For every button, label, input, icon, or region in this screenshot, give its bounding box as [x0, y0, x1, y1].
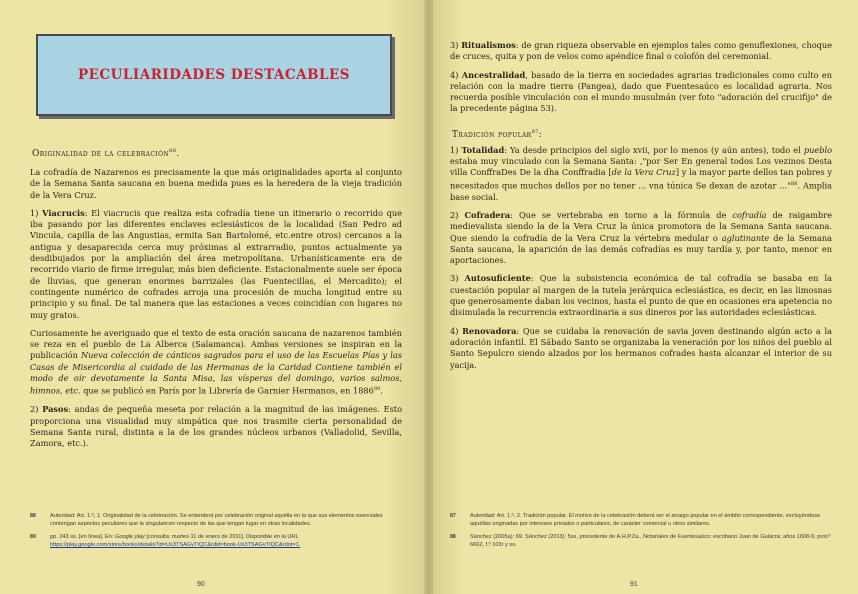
footnote-87: 87 Autoridad: Art. 1.º, 2. Tradición popular. El motivo de la celebración deberá ser el arraigo popular en el ámbito correspondiente, excluyéndose aquéllas originadas por intereses privados o particulares, de carácter comercial u otros similares.	[450, 513, 820, 527]
item-pasos: 2) Pasos: andas de pequeña meseta por relación a la magnitud de las imágenes. Esto proporciona una visualidad muy simpática que nos trasmite cierta personalidad de Semana Santa rural, distinta a la de los grandes núcleos urbanos (Valladolid, Sevilla, Zamora, etc.).	[30, 404, 402, 449]
item-ancestralidad: 4) Ancestralidad, basado de la tierra en sociedades agrarias tradicionales como culto en relación con la madre tierra (Pangea), dado que Fuentesaúco es localidad agraria. Nos recuerda posible vinculación con el mundo musulmán (ver foto "adoración del crucifijo" de la precedente página 53).	[450, 69, 832, 114]
paragraph-alberca: Curiosamente he averiguado que el texto de esta oración saucana de nazarenos también se reza en el pueblo de La Alberca (Salamanca). Ambas versiones se inspiran en la publicación Nueva colección de cánticos sagrados para el uso de las Escuelas Pías y las Casas de Misericordia al cuidado de las Hermanas de la Caridad Contiene también el modo de oír devotamente la Santa Misa, las vísperas del domingo, varios salmos, himnos, etc. que se publicó en París por la Librería de Garnier Hermanos, en 1886$^{89}$.	[30, 327, 403, 397]
footnote-ref: 87	[531, 128, 539, 135]
subheading-originalidad: Originalidad de la celebración$^{88}$.	[32, 148, 180, 159]
item-viacrucis: 1) Viacrucis: El viacrucis que realiza esta cofradía tiene un itinerario o recorrido que iba pasando por las diferentes enclaves eclesiásticos de la localidad (San Pedro ad Vincula, capilla de las Angustias, ermita San Bartolomé, etc.entre otros) cercanos a la antigua y desaparecida cerca muy próximas al extrarradio, puntos actualmente ya desdibujados por la ampliación del área metropolitana. Urbanísticamente era de recorrido viario de firme irregular, más bien deficiente. Estacionalmente suele ser época de lluvias, que generan enormes barrizales (las Fuentecillas, el Mercadito); el contingente numérico de cofrades arroja una procesión de mucha longitud entre su principio y su final. De tal manera que las estaciones a veces coincidían con lugares no muy gratos.	[30, 207, 402, 320]
subheading-tradicion: Tradición popular$^{87}$:	[452, 128, 543, 140]
item-cofradera: 2) Cofradera: Que se vertebraba en torno a la fórmula de cofradía de raigambre medievalista siendo la de la Vera Cruz la única promotora de la Semana Santa saucana. Que siendo la cofradía de la Vera Cruz la vértebra medular o aglutinante de la Semana Santa saucana, la aparición de las demás cofradías es muy tardía y, por tanto, menor en aportaciones.	[450, 210, 832, 266]
item-label: Autosuficiente	[464, 273, 531, 284]
footnote-ref: 88	[790, 180, 798, 187]
page-number-right: 91	[630, 581, 638, 588]
right-page	[428, 0, 858, 594]
item-label: Renovadora	[462, 325, 517, 336]
item-totalidad: 1) Totalidad: Ya desde principios del siglo xvii, por lo menos (y aún antes), todo el pueblo estaba muy vinculado con la Semana Santa: ,"por Ser En general todos Los vezinos Desta villa ConffraDes De la dha Conffradia [de la Vera Cruz] y la mayor parte dellos tan pobres y necesitados que muchos dellos por no tener ... vna túnica Se dexan de azotar ..."$^{88}$. Amplia base social.	[450, 144, 833, 202]
item-label: Ritualismos	[461, 40, 516, 50]
item-label: Viacrucis	[42, 207, 85, 218]
left-page	[0, 0, 428, 594]
intro-paragraph: La cofradía de Nazarenos es precisamente la que más originalidades aporta al conjunto de la Semana Santa saucana en buena medida pues es la heredera de la vieja tradición de la Vera Cruz.	[30, 167, 402, 200]
title-box	[36, 34, 392, 116]
item-ritualismos: 3) Ritualismos: de gran riqueza observable en ejemplos tales como genuflexiones, choque de cruces, quita y pon de velos como apéndice final o colofón del ceremonial.	[450, 40, 832, 62]
footnotes-right	[450, 512, 832, 554]
page-number-left: 90	[197, 581, 205, 588]
book-gutter	[424, 0, 434, 594]
item-label: Pasos	[42, 404, 69, 415]
item-label: Ancestralidad	[461, 69, 526, 80]
item-renovadora: 4) Renovadora: Que se cuidaba la renovación de savia joven destinando algún acto a la adoración infantil. El Sábado Santo se organizaba la veneración por los niños del pueblo al Santo Sepulcro siendo alzados por los hermanos cofrades hasta alcanzar el interior de su yacija.	[450, 325, 832, 370]
footnote-88: 88 Autoridad: Art. 1.º, 1. Originalidad de la celebración. Se entenderá por celebración original aquélla en la que sus elementos esenciales contengan aspectos peculiares que la singularicen respecto de las que tengan lugar en otras localidades.	[30, 513, 383, 527]
item-autosuficiente: 3) Autosuficiente: Que la subsistencia económica de tal cofradía se basaba en la cuestación popular al margen de la tutela jerárquica eclesiástica, es decir, en las limosnas que generosamente daban los vecinos, hasta el punto de que en ocasiones era apetencia no disimulada la recurrencia extraordinaria a sus dineros por las autoridades eclesiásticas.	[450, 273, 833, 318]
item-label: Cofradera	[464, 210, 511, 220]
footnote-ref: 89	[373, 386, 381, 393]
footnotes-left	[30, 512, 402, 554]
item-label: Totalidad	[461, 144, 505, 155]
section-title: PECULIARIDADES DESTACABLES	[77, 67, 351, 83]
footnote-link[interactable]: https://play.google.com/store/books/details?id=Ux3TSAGvTIQC&rdid=book-Ux3TSAGvTIQC&rdot=1.	[50, 542, 301, 548]
footnote-89: 89 pp. 243 ss. [en línea]. En: Google play [consulta: martes 11 de enero de 2011]. Disponible en la URL https://play.google.com/store/books/details?id=Ux3TSAGvTIQC&rdid=book-Ux3TSAGvTIQC&rdot=1.	[30, 534, 301, 548]
footnote-88: 88 Sánchez (2005a): 69. Sánchez (2013): 5ss, procedente de A.H.P.Za., Notariales de Fuentesaúco: escribano Juan de Gularza; años 1608-9, prot.º 6662, f.º 103r y ss.	[450, 534, 831, 548]
footnote-ref: 88	[169, 148, 177, 154]
